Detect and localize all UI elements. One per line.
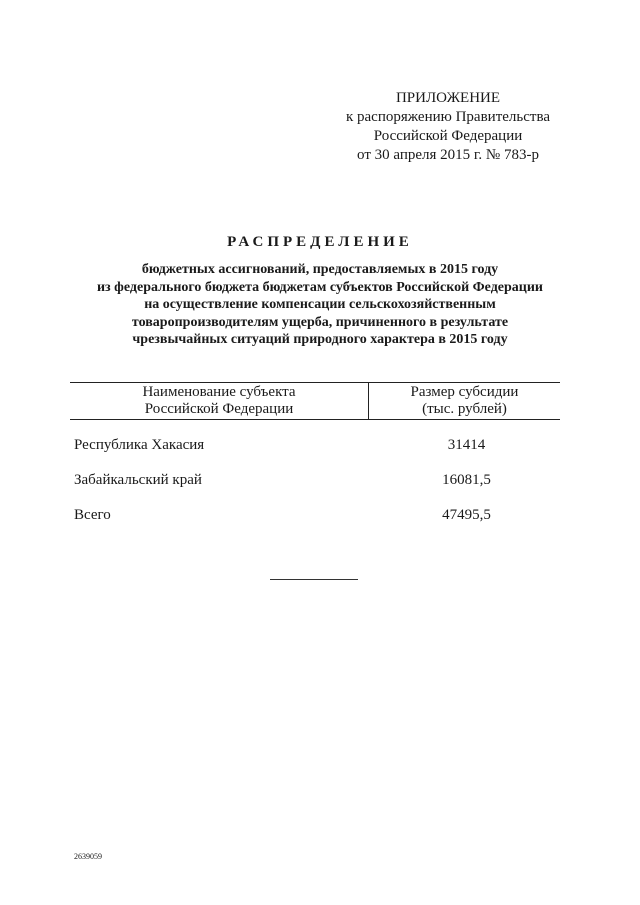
document-subtitle [40, 261, 600, 349]
row-subsidy-amount: 31414 [447, 437, 486, 453]
row-total-label: Всего [74, 507, 111, 523]
document-heading: РАСПРЕДЕЛЕНИЕ [227, 234, 413, 250]
table-header-rule [70, 419, 560, 420]
column-header-amount-line: Размер субсидии [410, 384, 519, 400]
appendix-block [330, 89, 566, 165]
column-header-subject [70, 384, 368, 418]
subtitle-line: на осуществление компенсации сельскохозяйственным [144, 297, 496, 312]
column-header-subject-line: Российской Федерации [144, 401, 294, 417]
appendix-line-government: Российской Федерации [373, 128, 523, 144]
column-header-subject-line: Наименование субъекта [142, 384, 296, 400]
column-header-amount-line: (тыс. рублей) [422, 401, 507, 417]
subtitle-line: товаропроизводителям ущерба, причиненного в результате [131, 314, 509, 330]
row-subject-name: Республика Хакасия [74, 437, 205, 453]
end-of-document-rule [270, 579, 358, 580]
subtitle-line: чрезвычайных ситуаций природного характера в 2015 году [132, 332, 508, 347]
subtitle-line: из федерального бюджета бюджетам субъектов Российской Федерации [96, 279, 543, 295]
document-code: 2639059 [74, 852, 102, 861]
column-header-amount [369, 384, 560, 418]
table-top-rule [70, 382, 560, 383]
subtitle-line: бюджетных ассигнований, предоставляемых в 2015 году [141, 262, 499, 277]
row-subject-name: Забайкальский край [74, 472, 202, 488]
appendix-title: ПРИЛОЖЕНИЕ [395, 90, 501, 106]
appendix-line-order: к распоряжению Правительства [345, 109, 550, 125]
row-subsidy-amount: 16081,5 [442, 472, 491, 488]
appendix-line-date: от 30 апреля 2015 г. № 783-р [357, 147, 539, 163]
row-total-amount: 47495,5 [442, 507, 491, 523]
